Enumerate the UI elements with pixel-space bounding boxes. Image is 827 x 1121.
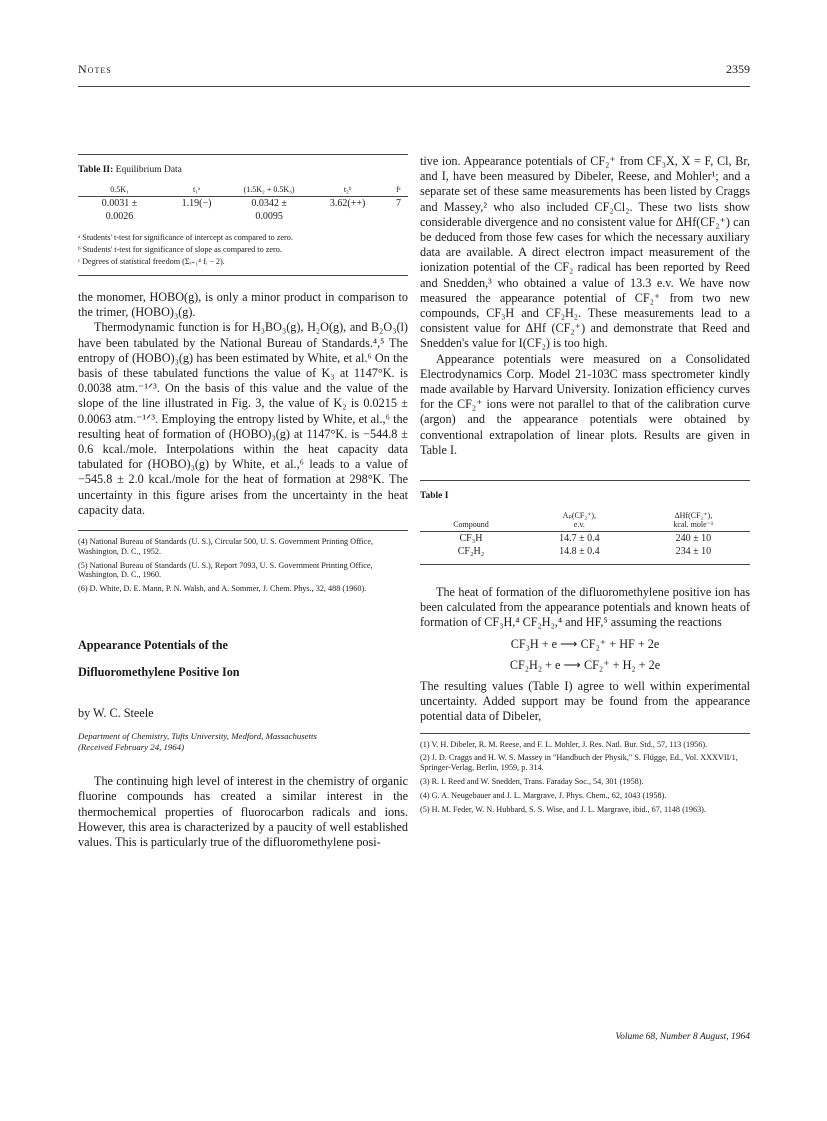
reference: (4) G. A. Neugebauer and J. L. Margrave, J. Phys. Chem., 62, 1043 (1958). <box>420 790 667 800</box>
table-cell: 7 <box>396 198 402 209</box>
reference: (1) V. H. Dibeler, R. M. Reese, and F. L. Mohler, J. Res. Natl. Bur. Std., 57, 113 (1956). <box>420 739 708 749</box>
table-cell <box>161 210 232 223</box>
table2-header-cell: t₁ᵃ <box>192 185 201 194</box>
author: by W. C. Steele <box>78 706 154 721</box>
table-row <box>78 197 408 210</box>
table-cell: 3.62(++) <box>329 198 366 209</box>
paragraph: Thermodynamic function is for H₃BO₃(g), H₂O(g), and B₂O₃(l) have been tabulated by the National Bureau of Standards.⁴,⁵ The entropy of (HOBO)₃(g) has been estimated by White, et al.⁶ On the basis of these tabulated functions the value of K₃ at 1147°K. is 0.0038 atm.⁻¹ᐟ³. On the basis of this value and the value of the slope of the line illustrated in Fig. 3, the value of K₂ is 0.0215 ± 0.0063 atm.⁻¹ᐟ³. Employing the entropy listed by White, et al.,⁶ the resulting heat of formation of (HOBO)₃(g) at 1147°K. is −544.8 ± 0.6 kcal./mole. Interpolations within the heat capacity data tabulated for (HOBO)₃(g) by White, et al.,⁶ leads to a value of −545.8 ± 2.0 kcal./mole for the heat of formation at 298°K. The uncertainty in this figure arises from the uncertainty in the heat capacity data. <box>78 320 408 517</box>
table-cell: CF₂H₂ <box>457 546 485 558</box>
table2-footnote-b: ᵇ Students' t-test for significance of slope as compared to zero. <box>78 245 282 254</box>
table-cell: 14.7 ± 0.4 <box>559 533 600 545</box>
table-cell: 0.0031 ± <box>101 198 138 209</box>
table-cell: 1.19(−) <box>181 198 212 209</box>
table1-label: Table I <box>420 491 449 502</box>
table1-header-cell <box>637 511 750 532</box>
table1-header-line: e.v. <box>573 520 585 530</box>
reference-list-right <box>420 740 750 815</box>
footnote-rule <box>420 733 750 734</box>
table2-footnote-a: ᵃ Students' t-test for significance of intercept as compared to zero. <box>78 233 293 242</box>
table-row <box>78 210 408 223</box>
table-cell <box>389 210 408 223</box>
table-cell: 0.0342 ± <box>251 198 287 209</box>
table1-header-line: kcal. mole⁻¹ <box>673 520 714 530</box>
table-row <box>420 545 750 558</box>
table1-top-rule <box>420 480 750 481</box>
table-cell: CF₃H <box>459 533 483 545</box>
table2-header-cell: t₂ᵇ <box>343 185 352 194</box>
table-cell: 14.8 ± 0.4 <box>559 546 600 558</box>
affiliation: Department of Chemistry, Tufts University, Medford, Massachusetts <box>78 731 317 742</box>
table2-header-cell: 0.5K₁ <box>110 185 129 194</box>
article-title: Appearance Potentials of the <box>78 638 228 653</box>
table2-header-row <box>78 185 408 197</box>
table1-header-cell <box>522 511 637 532</box>
table-cell: 240 ± 10 <box>675 533 712 545</box>
page-number: 2359 <box>726 62 750 76</box>
article-title: Difluoromethylene Positive Ion <box>78 665 240 680</box>
table2-top-rule <box>78 154 408 155</box>
reference: (2) J. D. Craggs and H. W. S. Massey in "Handbuch der Physik," S. Flügge, Ed., Vol. XXXVII/1, Springer-Verlag, Berlin, 1959, p. 314. <box>420 753 738 773</box>
table1 <box>420 511 750 558</box>
table2-header-cell: (1.5K₂ + 0.5K₃) <box>243 185 295 194</box>
paragraph: The continuing high level of interest in the chemistry of organic fluorine compounds has created a similar interest in the thermochemical properties of fluorocarbon radicals and ions. However, this area is characterized by a paucity of well established values. This is particularly true of the difluoromethylene posi- <box>78 774 408 850</box>
table2-bottom-rule <box>78 275 408 276</box>
equation: CF₂H₂ + e ⟶ CF₂⁺ + H₂ + 2e <box>509 657 661 672</box>
table2-label: Table II: <box>78 165 114 175</box>
table2-caption <box>78 165 408 175</box>
table1-header-line: ΔHf(CF₂⁺), <box>674 511 713 521</box>
table-cell <box>306 210 389 223</box>
section-name: Notes <box>78 62 112 76</box>
reference: (4) National Bureau of Standards (U. S.), Circular 500, U. S. Government Printing Office, Washington, D. C., 1952. <box>78 537 373 556</box>
table2-footnote-c: ᶜ Degrees of statistical freedom (Σᵢ₌₁⁴ fᵢ − 2). <box>78 257 225 266</box>
paragraph: The heat of formation of the difluoromethylene positive ion has been calculated from the appearance potentials and known heats of formation of CF₃H,⁴ CF₂H₂,⁴ and HF,⁵ assuming the reactions <box>420 585 750 630</box>
reference: (6) D. White, D. E. Mann, P. N. Walsh, and A. Sommer, J. Chem. Phys., 32, 488 (1960). <box>78 584 367 594</box>
reference-list-left <box>78 537 408 594</box>
reference: (3) R. I. Reed and W. Snedden, Trans. Faraday Soc., 54, 301 (1958). <box>420 777 644 787</box>
paragraph: Appearance potentials were measured on a Consolidated Electrodynamics Corp. Model 21-103C mass spectrometer kindly made available by Harvard University. Ionization efficiency curves for the CF₂⁺ ions were not parallel to that of the calibration curve (argon) and the appearance potentials were obtained by conventional extrapolation of linear plots. Results are given in Table I. <box>420 351 750 457</box>
equation: CF₃H + e ⟶ CF₂⁺ + HF + 2e <box>510 636 660 651</box>
table-row <box>420 532 750 545</box>
reference: (5) H. M. Feder, W. N. Hubbard, S. S. Wise, and J. L. Margrave, ibid., 67, 1148 (1963). <box>420 804 706 814</box>
table2 <box>78 185 408 223</box>
received-date: (Received February 24, 1964) <box>78 741 185 752</box>
reference: (5) National Bureau of Standards (U. S.), Report 7093, U. S. Government Printing Office, Washington, D. C., 1960. <box>78 560 373 580</box>
left-column <box>78 154 408 850</box>
table-cell: 234 ± 10 <box>675 546 712 558</box>
table-cell: 0.0026 <box>105 211 134 222</box>
table1-bottom-rule <box>420 564 750 565</box>
right-column <box>420 154 750 818</box>
footnote-rule <box>78 530 408 531</box>
table1-header-row <box>420 511 750 532</box>
paragraph: the monomer, HOBO(g), is only a minor product in comparison to the trimer, (HOBO)₃(g). <box>78 290 408 320</box>
journal-footer: Volume 68, Number 8 August, 1964 <box>615 1032 750 1042</box>
paragraph: The resulting values (Table I) agree to well within experimental uncertainty. Added support may be found from the appearance potential data of Dibeler, <box>420 679 750 724</box>
table-cell: 0.0095 <box>255 211 283 222</box>
table2-title: Equilibrium Data <box>115 165 182 175</box>
table1-header-line: Aₚ(CF₂⁺), <box>562 511 596 521</box>
table1-header-cell: Compound <box>453 520 489 530</box>
table2-header-cell: fᶜ <box>396 185 401 194</box>
paragraph: tive ion. Appearance potentials of CF₂⁺ from CF₃X, X = F, Cl, Br, and I, have been measured by Dibeler, Reese, and Mohler¹; and a separate set of these same measurements has been listed by Craggs and Massey,² who also included CF₂Cl₂. These two lists show considerable divergence and no consistent value for ΔHf(CF₂⁺) can be deduced from those few cases for which the necessary auxiliary data are available. A direct electron impact measurement of the ionization potential of the CF₂ radical has been reported by Reed and Snedden,³ who obtained a value of 13.3 e.v. We have now measured the appearance potential of CF₂⁺ from two new compounds, CF₃H and CF₂H₂. These measurements lead to a consistent value for ΔHf (CF₂⁺) and demonstrate that Reed and Snedden's value for I(CF₂) is too high. <box>420 154 750 351</box>
header-rule <box>78 86 750 87</box>
